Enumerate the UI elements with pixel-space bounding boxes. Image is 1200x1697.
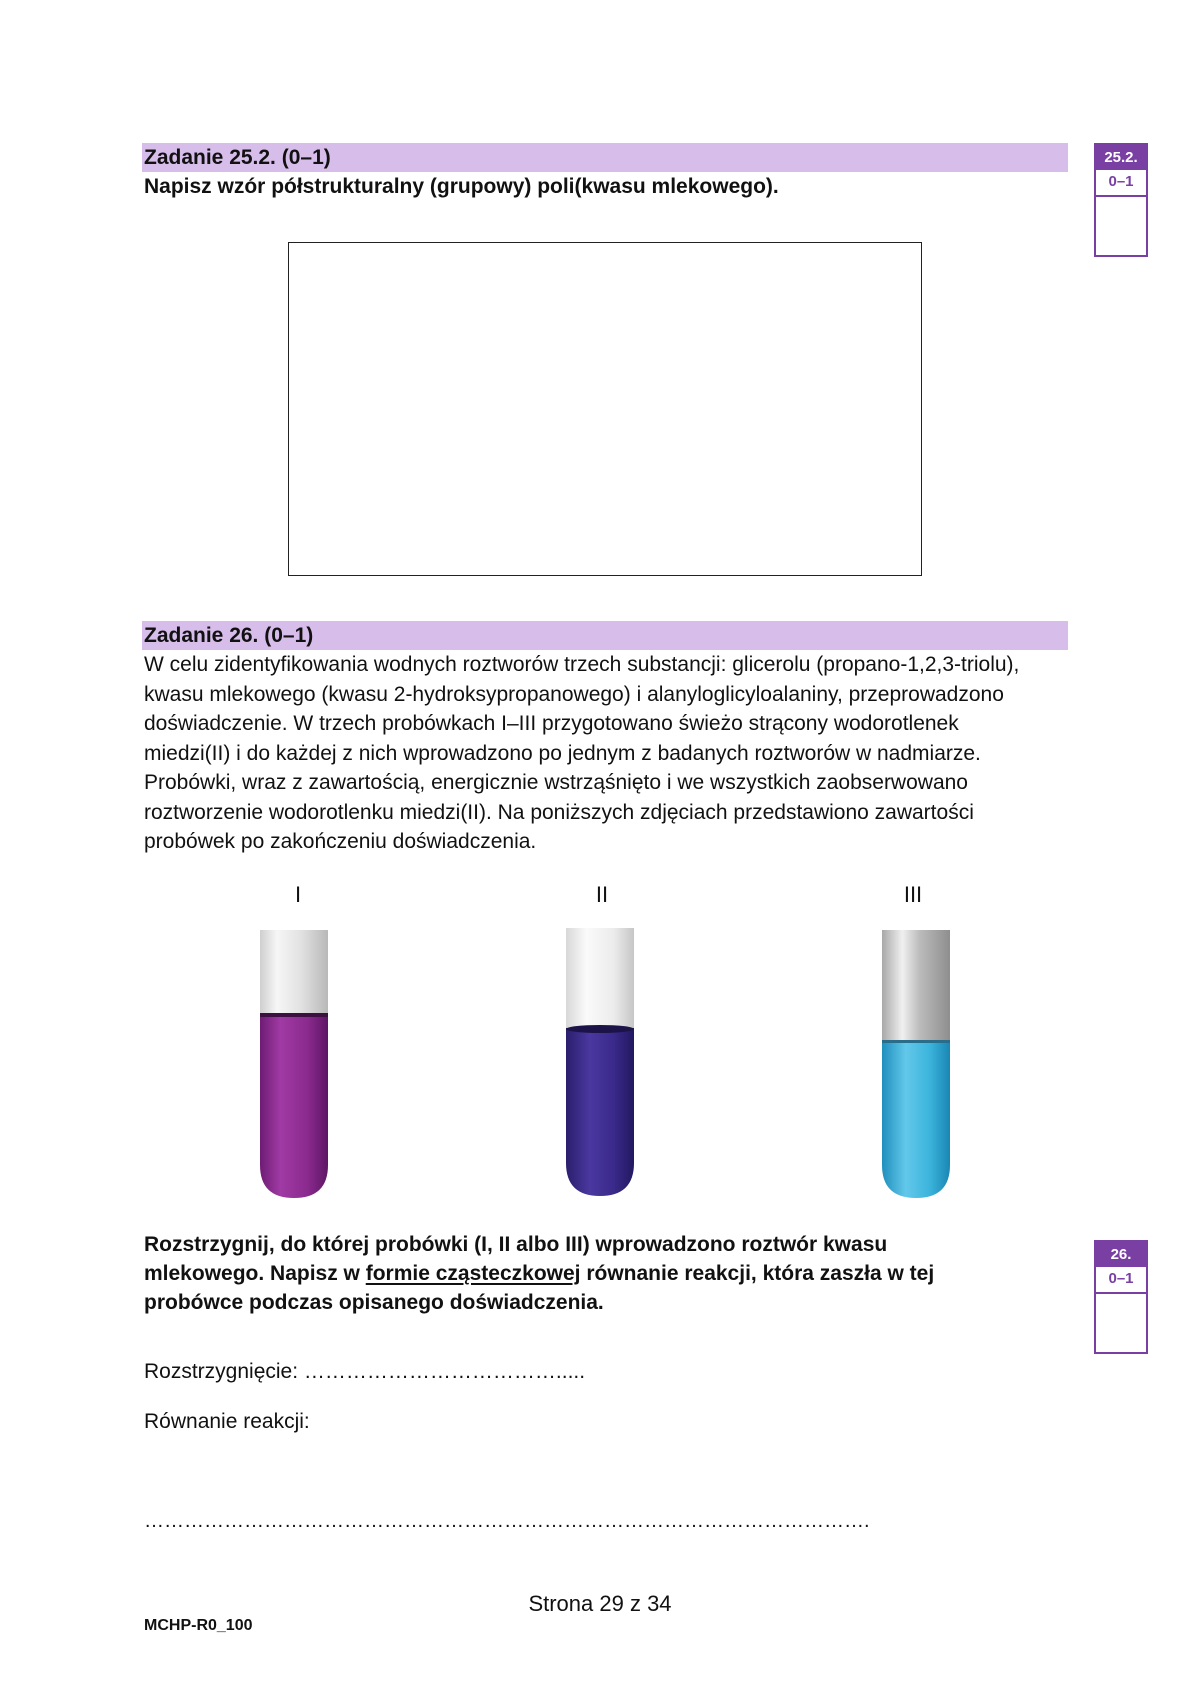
equation-answer-field[interactable]: ………………………………………………………………………………………………. bbox=[144, 1510, 870, 1532]
task-26-question bbox=[144, 1230, 1084, 1317]
score-box-26 bbox=[1094, 1240, 1148, 1354]
score-entry-field[interactable] bbox=[1096, 197, 1146, 255]
tube-label-i: I bbox=[294, 882, 302, 907]
question-text: mlekowego. Napisz w bbox=[144, 1262, 366, 1285]
document-code: MCHP-R0_100 bbox=[144, 1617, 253, 1634]
description-line: kwasu mlekowego (kwasu 2-hydroksypropanowego) i alanyloglicyloalaniny, przeprowadzono bbox=[144, 682, 1004, 706]
task-26-description bbox=[144, 650, 1084, 857]
test-tube-ii-image bbox=[563, 928, 637, 1198]
equation-label: Równanie reakcji: bbox=[144, 1410, 310, 1433]
decision-label: Rozstrzygnięcie: bbox=[144, 1360, 299, 1383]
description-line: Probówki, wraz z zawartością, energicznie wstrząśnięto i we wszystkich zaobserwowano bbox=[144, 771, 968, 794]
question-line bbox=[144, 1259, 1084, 1288]
question-line: Rozstrzygnij, do której probówki (I, II albo III) wprowadzono roztwór kwasu bbox=[144, 1233, 888, 1256]
score-entry-field[interactable] bbox=[1096, 1294, 1146, 1352]
test-tube-iii-image bbox=[880, 930, 952, 1200]
description-line: probówek po zakończeniu doświadczenia. bbox=[144, 830, 537, 853]
task-25-2-header: Zadanie 25.2. (0–1) bbox=[142, 143, 1068, 172]
tube-label-iii: III bbox=[903, 882, 923, 907]
question-text: równanie reakcji, która zaszła w tej bbox=[580, 1262, 935, 1285]
description-line: roztworzenie wodorotlenku miedzi(II). Na poniższych zdjęciach przedstawiono zawartości bbox=[144, 800, 974, 824]
description-line: W celu zidentyfikowania wodnych roztworów trzech substancji: glicerolu (propano-1,2,3-triolu), bbox=[144, 653, 1020, 676]
page-number: Strona 29 z 34 bbox=[528, 1591, 672, 1616]
decision-row bbox=[144, 1360, 585, 1384]
question-line: probówce podczas opisanego doświadczenia. bbox=[144, 1291, 604, 1314]
score-id: 25.2. bbox=[1096, 145, 1146, 170]
task-25-2-instruction: Napisz wzór półstrukturalny (grupowy) poli(kwasu mlekowego). bbox=[144, 175, 779, 198]
underlined-term: formie cząsteczkowej bbox=[365, 1262, 581, 1285]
answer-box-25-2[interactable] bbox=[288, 242, 922, 576]
score-box-25-2 bbox=[1094, 143, 1148, 257]
score-points: 0–1 bbox=[1096, 170, 1146, 197]
decision-answer-field[interactable]: ………………………………..... bbox=[303, 1360, 586, 1383]
tube-label-ii: II bbox=[595, 882, 609, 907]
task-26-header: Zadanie 26. (0–1) bbox=[142, 621, 1068, 650]
test-tube-i-image bbox=[258, 930, 330, 1200]
score-points: 0–1 bbox=[1096, 1267, 1146, 1294]
description-line: doświadczenie. W trzech probówkach I–III przygotowano świeżo strącony wodorotlenek bbox=[144, 712, 959, 735]
description-line: miedzi(II) i do każdej z nich wprowadzono po jednym z badanych roztworów w nadmiarze. bbox=[144, 741, 981, 765]
score-id: 26. bbox=[1096, 1242, 1146, 1267]
